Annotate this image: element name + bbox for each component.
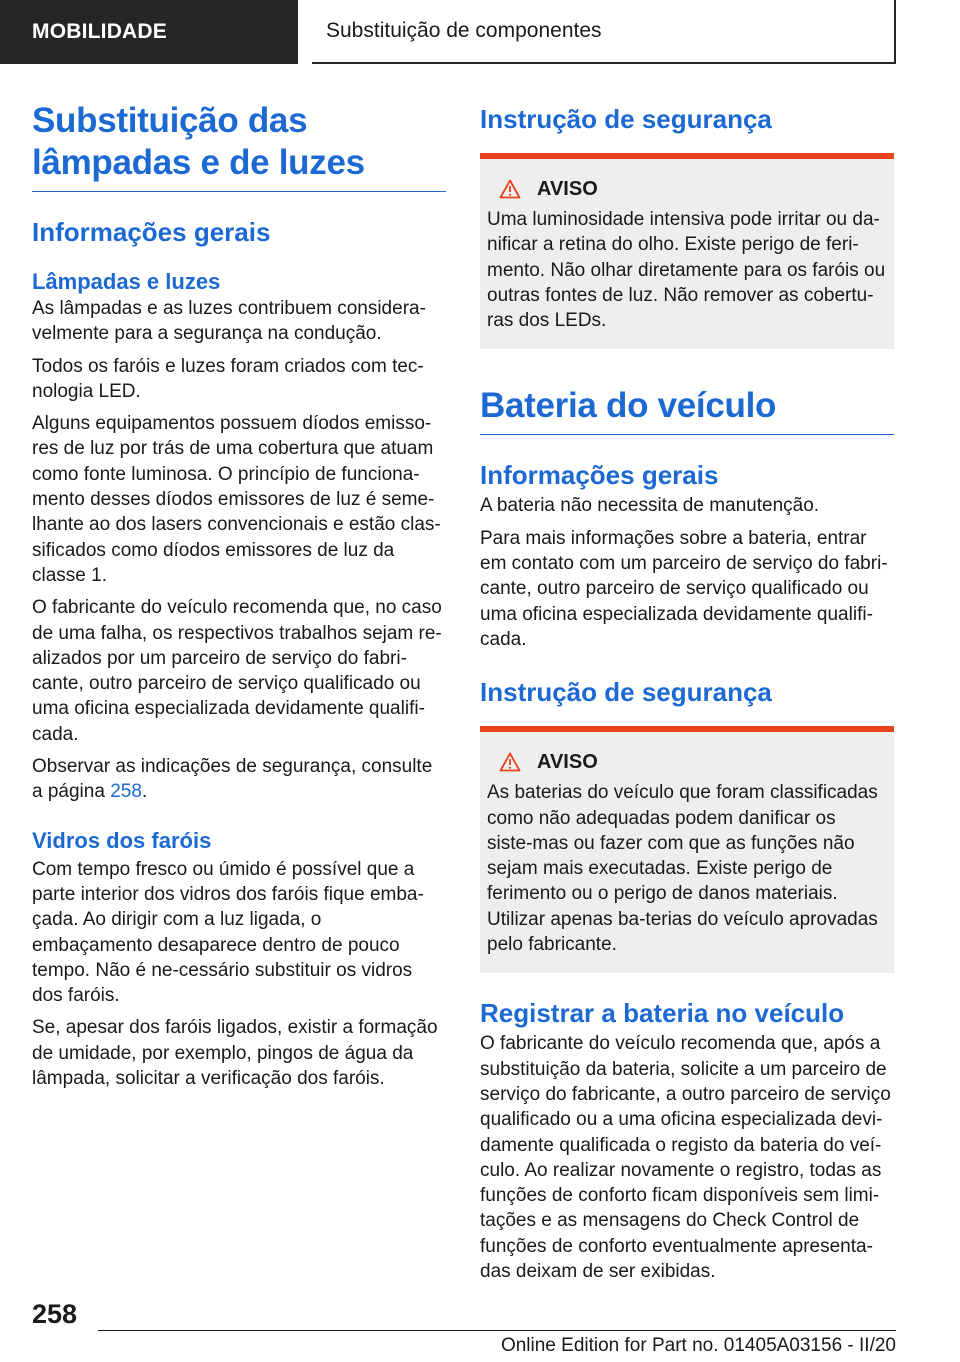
page-number: 258 bbox=[32, 1299, 78, 1329]
warning-box bbox=[480, 726, 894, 973]
warning-title: AVISO bbox=[537, 751, 598, 774]
subsection-register-battery: Registrar a bateria no veículo bbox=[480, 998, 845, 1029]
warning-text: As baterias do veículo que foram classificadas como não adequadas podem danificar os siste-mas ou fazer com que as funções não sejam mais executadas. Existe perigo de ferimento ou o perigo de danos materiais. Utilizar apenas ba-terias do veículo aprovadas pelo fabricante. bbox=[487, 782, 878, 956]
topic-headlight-glass: Vidros dos faróis bbox=[32, 827, 212, 853]
paragraph: Se, apesar dos faróis ligados, existir a formação de umidade, por exemplo, pingos de água da lâmpada, solicitar a verificação dos faróis. bbox=[32, 1017, 438, 1090]
reference-end: . bbox=[141, 781, 148, 803]
page-header bbox=[0, 0, 960, 66]
paragraph: Todos os faróis e luzes foram criados com tec-nologia LED. bbox=[32, 355, 424, 402]
paragraph: Alguns equipamentos possuem díodos emisso-res de luz por trás de uma cobertura que atuam como fonte luminosa. O princípio de funciona-mento desses díodos emissores de luz é seme-lhante ao dos lasers convencionais e estão clas-sificados como díodos emissores de luz da classe 1. bbox=[32, 413, 441, 586]
subsection-general-info: Informações gerais bbox=[32, 217, 271, 247]
section-tab: MOBILIDADE bbox=[0, 0, 298, 64]
left-column bbox=[32, 100, 446, 1091]
section-title-lamps: Substituição das lâmpadas e de luzes bbox=[32, 100, 446, 192]
topic-lamps-lights: Lâmpadas e luzes bbox=[32, 269, 221, 294]
warning-title: AVISO bbox=[537, 178, 598, 200]
footer-divider bbox=[98, 1330, 896, 1331]
subsection-safety-lamps: Instrução de segurança bbox=[480, 104, 772, 134]
section-title-battery: Bateria do veículo bbox=[480, 385, 894, 435]
warning-triangle-icon bbox=[499, 179, 521, 199]
paragraph: Para mais informações sobre a bateria, entrar em contato com um parceiro de serviço do fabri-cante, outro parceiro de serviço qualificado ou uma oficina especializada devidamente qualifi-cada. bbox=[480, 527, 888, 650]
page-link[interactable]: 258 bbox=[110, 781, 142, 803]
paragraph: O fabricante do veículo recomenda que, após a substituição da bateria, solicite a um parceiro de serviço do fabricante, a outro parceiro de serviço qualificado ou a uma oficina especializada devi-damente qualificada o registo da bateria do veí-culo. Ao realizar novamente o registro, todas as funções de conforto ficam disponíveis sem limi-tações e as mensagens do Check Control de funções de conforto eventualmente apresenta-das deixam de ser exibidas. bbox=[480, 1033, 891, 1283]
warning-box bbox=[480, 153, 894, 349]
warning-text: Uma luminosidade intensiva pode irritar ou da-nificar a retina do olho. Existe perigo de feri-mento. Não olhar diretamente para os faróis ou outras fontes de luz. Não remover as cobertu-ras dos LEDs. bbox=[487, 209, 886, 332]
paragraph-reference bbox=[32, 754, 446, 805]
paragraph: As lâmpadas e as luzes contribuem considera-velmente para a segurança na condução. bbox=[32, 298, 426, 345]
reference-text: Observar as indicações de segurança, consulte a página bbox=[32, 756, 433, 803]
right-column bbox=[480, 100, 894, 1284]
subsection-general-info-battery: Informações gerais bbox=[480, 460, 719, 491]
warning-header bbox=[487, 750, 886, 774]
subsection-safety-battery: Instrução de segurança bbox=[480, 677, 772, 708]
paragraph: A bateria não necessita de manutenção. bbox=[480, 495, 820, 517]
chapter-title: Substituição de componentes bbox=[312, 0, 896, 64]
paragraph: O fabricante do veículo recomenda que, no caso de uma falha, os respectivos trabalhos sejam re-alizados por um parceiro de serviço do fabri-cante, outro parceiro de serviço qualificado ou uma oficina especializada devidamente qualifi-cada. bbox=[32, 597, 442, 745]
edition-footer: Online Edition for Part no. 01405A03156 - II/20 bbox=[500, 1335, 896, 1356]
warning-header bbox=[487, 177, 886, 201]
paragraph: Com tempo fresco ou úmido é possível que a parte interior dos vidros dos faróis fique emba-çada. Ao dirigir com a luz ligada, o embaçamento desaparece dentro de pouco tempo. Não é ne-cessário substituir os vidros dos faróis. bbox=[32, 858, 424, 1007]
warning-triangle-icon bbox=[499, 752, 521, 772]
